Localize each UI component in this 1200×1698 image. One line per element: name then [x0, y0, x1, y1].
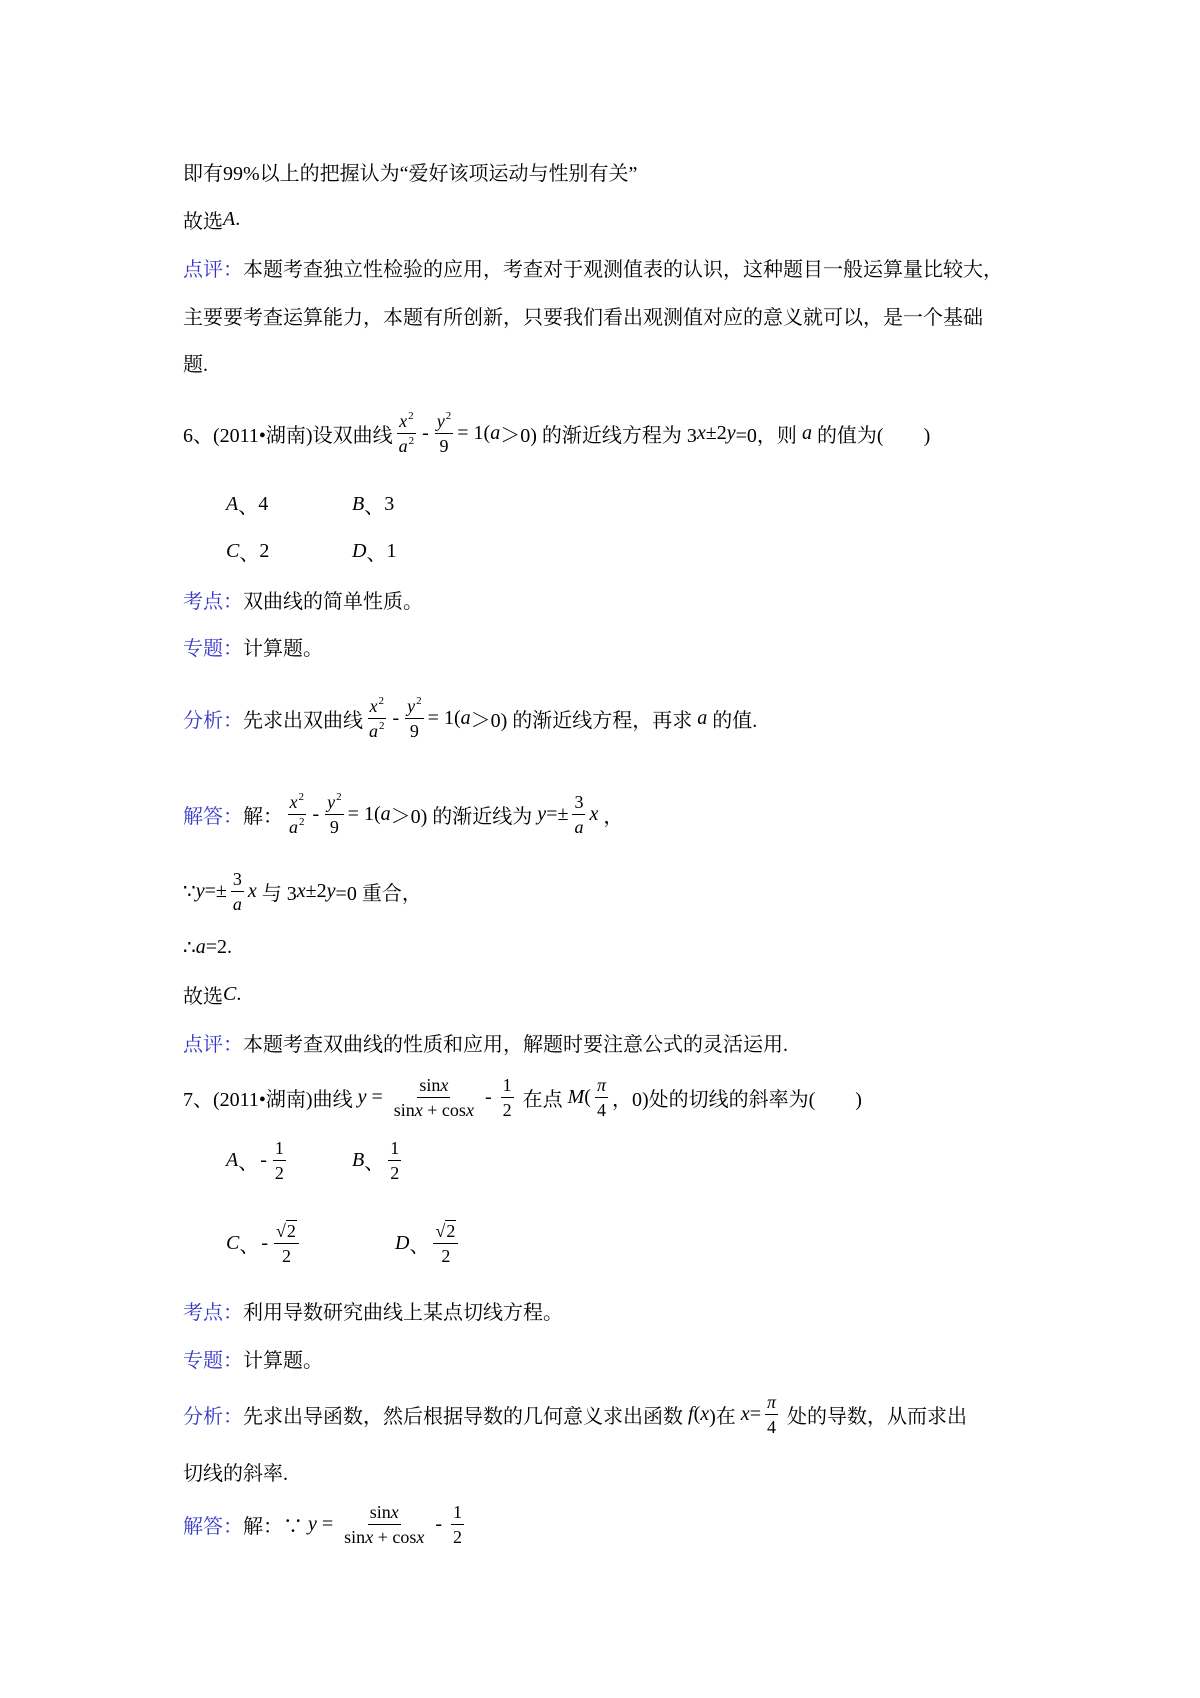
q6-kaodian [183, 577, 423, 621]
option-letter: B [352, 492, 365, 515]
choice-suffix: . [236, 982, 242, 1005]
stem-text: 设双曲线 [312, 424, 393, 447]
equals-sign: = [316, 1512, 339, 1535]
var-y: y [326, 879, 336, 902]
q7-kaodian [183, 1288, 563, 1332]
q7-fenxi-line-2 [183, 1449, 288, 1493]
fraction-pi-over-4 [595, 1076, 608, 1119]
exponent: 2 [408, 434, 415, 447]
var-x: x [399, 410, 408, 431]
fenxi-text: 的渐近线方程，再求 [507, 709, 698, 732]
radical-sign: √ [276, 1220, 286, 1241]
point-name: M [567, 1085, 585, 1108]
denominator: 2 [274, 1162, 284, 1183]
q7-jieda [183, 1502, 468, 1546]
numerator [435, 409, 454, 434]
var-y: y [407, 695, 416, 716]
minus-sign: - [479, 1085, 497, 1108]
conclusion-line [183, 149, 637, 193]
option-separator: 、 [364, 495, 385, 518]
option-value: 4 [258, 492, 269, 515]
q6-fenxi [183, 696, 757, 740]
q7-stem [183, 1075, 862, 1119]
var-a: a [380, 802, 391, 825]
denominator: 4 [766, 1416, 776, 1437]
jieda-text: 的渐近线为 [427, 805, 538, 828]
q7-zhuanti [183, 1336, 323, 1380]
var-x: x [700, 1402, 710, 1425]
denominator: 2 [441, 1245, 451, 1266]
fraction-one-half [501, 1076, 514, 1119]
comment-label: 点评： [183, 1033, 243, 1056]
fraction-x2-over-a2 [367, 694, 387, 741]
var-a: a [369, 720, 378, 741]
var-y: y [357, 1085, 367, 1108]
option-letter: C [226, 1231, 240, 1254]
q6-because-line [183, 869, 422, 913]
q6-answer-choice-line [183, 972, 241, 1016]
denominator: a [232, 893, 242, 914]
denominator: 2 [281, 1245, 291, 1266]
q6-option-a [226, 482, 268, 526]
choice-letter: A [223, 207, 236, 230]
option-fraction [433, 1222, 458, 1265]
minus-sign: - [312, 802, 320, 825]
fraction-3-over-a [231, 870, 244, 913]
function-name: f [688, 1402, 694, 1425]
var-x: x [369, 695, 378, 716]
q7-option-d [395, 1221, 462, 1265]
denominator: 2 [502, 1099, 512, 1120]
comment-label: 点评： [183, 258, 243, 281]
equals-sign: = [366, 1085, 388, 1108]
option-separator: 、 [409, 1234, 430, 1257]
because-text: 与 3 [256, 882, 297, 905]
stem-text: 在点 [517, 1088, 568, 1111]
equals-one: = 1( [347, 802, 381, 825]
minus-sign: - [261, 1231, 269, 1254]
condition: ＞0) [470, 709, 508, 732]
constant: 9 [329, 816, 339, 837]
sin-fn: sin [419, 1074, 441, 1095]
exponent: 2 [408, 409, 414, 422]
exponent: 2 [298, 790, 304, 803]
plus-minus: =± [546, 802, 569, 825]
sin-fn: sin [393, 1099, 415, 1120]
fenxi-text: 先求出导函数，然后根据导数的几何意义求出函数 [243, 1405, 688, 1428]
denominator [397, 434, 417, 455]
exponent: 2 [379, 719, 385, 732]
denominator: 4 [596, 1099, 606, 1120]
numerator [325, 790, 344, 815]
choice-suffix: . [235, 207, 241, 230]
condition: ＞0) [500, 424, 537, 447]
option-letter: D [352, 539, 367, 562]
condition: ＞0) [390, 805, 428, 828]
numerator: 1 [501, 1076, 514, 1098]
fenxi-text: 处的导数，从而求出 [782, 1405, 967, 1428]
jieda-text: ， [598, 805, 624, 828]
kaodian-label: 考点： [183, 590, 243, 613]
numerator [397, 409, 416, 434]
numerator: π [765, 1393, 778, 1415]
numerator: 1 [451, 1503, 464, 1525]
zhuanti-text: 计算题。 [243, 1349, 323, 1372]
var-x: x [296, 879, 306, 902]
equals-sign: = [749, 1402, 761, 1425]
choice-prefix: 故选 [183, 210, 223, 233]
stem-text: =0，则 [735, 424, 802, 447]
q7-option-c [226, 1221, 303, 1265]
denominator [328, 815, 341, 836]
var-a: a [490, 421, 501, 444]
denominator: a [574, 816, 584, 837]
numerator: 3 [572, 793, 585, 815]
option-fraction [273, 1139, 286, 1182]
comment-line-3 [183, 340, 208, 384]
denominator: 2 [453, 1526, 463, 1547]
numerator: 3 [231, 870, 244, 892]
jieda-text: 解：∵ [243, 1515, 308, 1538]
var-a: a [697, 706, 708, 729]
fraction-sinx-over-sum [392, 1076, 476, 1119]
fenxi-text: 的值. [707, 709, 758, 732]
denominator [367, 719, 387, 740]
option-letter: C [226, 539, 240, 562]
q6-option-b [352, 482, 394, 526]
question-source: (2011•湖南) [213, 1088, 313, 1111]
fraction-x2-over-a2 [397, 409, 417, 456]
var-a: a [460, 706, 471, 729]
denominator [408, 719, 421, 740]
fraction-pi-over-4 [765, 1393, 778, 1436]
option-separator: 、 [239, 1234, 260, 1257]
zhuanti-label: 专题： [183, 1349, 243, 1372]
paren-open: ( [584, 1085, 591, 1108]
minus-sign: - [392, 706, 400, 729]
answer-choice-line [183, 197, 240, 241]
var-a: a [801, 421, 812, 444]
fenxi-text: 先求出双曲线 [243, 709, 363, 732]
option-separator: 、 [238, 1151, 259, 1174]
kaodian-text: 双曲线的简单性质。 [243, 590, 423, 613]
plus-minus: =± [204, 879, 227, 902]
q6-zhuanti [183, 624, 323, 668]
numerator: 1 [273, 1139, 286, 1161]
conclusion-text: 即有99%以上的把握认为“爱好该项运动与性别有关” [183, 162, 638, 185]
var-y: y [726, 421, 736, 444]
equals-one: = 1( [457, 421, 491, 444]
numerator [433, 1222, 458, 1244]
var-y: y [308, 1512, 317, 1535]
radicand: 2 [446, 1220, 456, 1241]
numerator: π [595, 1076, 608, 1098]
denominator [287, 815, 307, 836]
var-y: y [436, 410, 445, 431]
fraction-x2-over-a2 [287, 790, 307, 837]
q6-option-d [352, 529, 396, 573]
denominator [438, 434, 451, 455]
choice-letter: C [223, 982, 237, 1005]
numerator [368, 694, 387, 719]
var-x: x [740, 1402, 750, 1425]
fraction-sinx-over-sum [342, 1503, 426, 1546]
radical-sign: √ [435, 1220, 446, 1241]
choice-prefix: 故选 [183, 985, 223, 1008]
comment-line-1 [183, 245, 1003, 289]
var-y: y [537, 802, 547, 825]
sin-fn: sin [369, 1501, 391, 1522]
comment-text: 本题考查双曲线的性质和应用，解题时要注意公式的灵活运用. [243, 1033, 788, 1056]
fenxi-text: )在 [709, 1405, 741, 1428]
stem-text: 曲线 [312, 1088, 358, 1111]
sin-fn: sin [344, 1526, 366, 1547]
minus-sign: - [430, 1512, 448, 1535]
fraction-y2-over-9 [325, 790, 344, 837]
jieda-text: 解： [243, 805, 283, 828]
question-number: 7、 [183, 1088, 213, 1111]
q6-therefore-line [183, 925, 232, 969]
because-text: ±2 [305, 879, 327, 902]
comment-text: 主要要考查运算能力，本题有所创新，只要我们看出观测值对应的意义就可以，是一个基础 [183, 306, 983, 329]
exponent: 2 [378, 694, 384, 707]
because-symbol: ∵ [183, 880, 196, 903]
var-x: x [440, 1074, 449, 1095]
jieda-label: 解答： [183, 1515, 243, 1538]
q6-option-c [226, 529, 269, 573]
stem-text: ，0)处的切线的斜率为( ) [611, 1088, 862, 1111]
q7-fenxi [183, 1392, 967, 1436]
zhuanti-label: 专题： [183, 637, 243, 660]
equals-one: = 1( [427, 706, 461, 729]
radicand: 2 [286, 1220, 296, 1241]
comment-text: 本题考查独立性检验的应用，考查对于观测值表的认识，这种题目一般运算量比较大， [243, 258, 1003, 281]
fraction-one-half [451, 1503, 464, 1546]
option-fraction [274, 1222, 299, 1265]
option-value: 2 [259, 539, 270, 562]
fenxi-text: 切线的斜率. [183, 1462, 288, 1485]
var-a: a [398, 435, 408, 456]
var-x: x [416, 1526, 425, 1547]
exponent: 2 [416, 694, 422, 707]
option-value: 1 [386, 539, 397, 562]
option-fraction [388, 1139, 401, 1182]
denominator [392, 1098, 476, 1119]
exponent: 2 [336, 790, 342, 803]
numerator [368, 1503, 401, 1525]
question-source: (2011•湖南) [213, 424, 313, 447]
comment-line-2 [183, 293, 983, 337]
denominator [342, 1525, 426, 1546]
fenxi-label: 分析： [183, 1405, 243, 1428]
q7-option-b [352, 1138, 405, 1182]
option-letter: B [352, 1148, 365, 1171]
plus-cos: + cos [373, 1526, 417, 1547]
stem-text: ±2 [705, 421, 727, 444]
plus-cos: + cos [422, 1099, 466, 1120]
minus-sign: - [260, 1148, 267, 1171]
denominator: 2 [390, 1162, 400, 1183]
question-number: 6、 [183, 424, 213, 447]
because-text: =0 重合， [335, 882, 422, 905]
zhuanti-text: 计算题。 [243, 637, 323, 660]
var-x: x [390, 1501, 399, 1522]
q6-comment [183, 1020, 788, 1064]
stem-text: 的渐近线方程为 3 [536, 424, 697, 447]
numerator [405, 694, 424, 719]
numerator [288, 790, 307, 815]
stem-text: 的值为( ) [811, 424, 931, 447]
kaodian-text: 利用导数研究曲线上某点切线方程。 [243, 1301, 563, 1324]
exponent: 2 [299, 815, 305, 828]
q6-stem [183, 411, 930, 455]
constant: 9 [409, 720, 419, 741]
var-x: x [589, 802, 599, 825]
fenxi-label: 分析： [183, 709, 243, 732]
fraction-3-over-a [572, 793, 585, 836]
var-x: x [696, 421, 706, 444]
option-separator: 、 [366, 542, 387, 565]
numerator: 1 [388, 1139, 401, 1161]
option-letter: A [226, 492, 239, 515]
therefore-text: =2. [205, 935, 233, 958]
var-a: a [289, 816, 298, 837]
q7-option-a [226, 1138, 290, 1182]
var-a: a [195, 935, 206, 958]
var-x: x [365, 1526, 374, 1547]
var-x: x [414, 1099, 423, 1120]
paren-open: ( [693, 1402, 701, 1425]
option-separator: 、 [239, 542, 260, 565]
therefore-symbol: ∴ [183, 936, 196, 959]
var-x: x [247, 879, 257, 902]
var-y: y [327, 791, 336, 812]
var-x: x [465, 1099, 474, 1120]
exponent: 2 [445, 409, 452, 422]
var-x: x [289, 791, 298, 812]
minus-sign: - [422, 421, 429, 444]
option-letter: A [226, 1148, 239, 1171]
option-value: 3 [384, 492, 395, 515]
fraction-y2-over-9 [405, 694, 424, 741]
kaodian-label: 考点： [183, 1301, 243, 1324]
option-separator: 、 [238, 495, 259, 518]
constant: 9 [439, 435, 449, 456]
comment-text: 题. [183, 353, 208, 376]
fraction-y2-over-9 [435, 409, 454, 456]
option-separator: 、 [364, 1151, 385, 1174]
var-y: y [195, 879, 205, 902]
option-letter: D [395, 1231, 410, 1254]
numerator [417, 1076, 450, 1098]
jieda-label: 解答： [183, 805, 243, 828]
q6-jieda [183, 792, 623, 836]
numerator [274, 1222, 299, 1244]
